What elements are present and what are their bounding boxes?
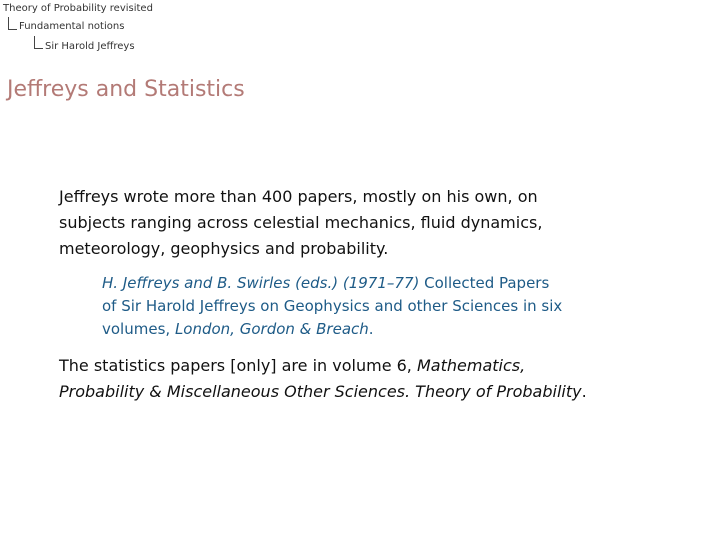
- intro-paragraph: [59, 184, 709, 262]
- statistics-line-normal: The statistics papers [only] are in volume 6,: [59, 356, 412, 375]
- statistics-paragraph: The statistics papers [only] are in volume 6, Mathematics, Probability & Miscellaneous Other Sciences. Theory of Probability.: [59, 356, 587, 401]
- theory-of-probability-title: Theory of Probability: [415, 382, 582, 401]
- reference-title-end: volumes,: [102, 320, 171, 338]
- reference-title-start: Collected Papers: [424, 274, 550, 292]
- intro-line: Jeffreys wrote more than 400 papers, mostly on his own, on: [59, 187, 538, 206]
- reference-title-middle: of Sir Harold Jeffreys on Geophysics and other Sciences in six: [102, 297, 563, 315]
- statistics-volume-title: Mathematics,: [416, 356, 526, 375]
- beamer-header: [0, 0, 728, 58]
- statistics-volume-title-continued: Probability & Miscellaneous Other Sciences.: [59, 382, 411, 401]
- reference-authors: H. Jeffreys and B. Swirles (eds.) (1971–77): [102, 274, 420, 292]
- frame-title: Jeffreys and Statistics: [7, 77, 245, 102]
- intro-line: subjects ranging across celestial mechanics, fluid dynamics,: [59, 213, 543, 232]
- breadcrumb-presentation[interactable]: Theory of Probability revisited: [3, 3, 153, 14]
- intro-line: meteorology, geophysics and probability.: [59, 239, 389, 258]
- breadcrumb-section[interactable]: Fundamental notions: [19, 21, 125, 32]
- tree-connector: [34, 36, 43, 49]
- tree-connector: [8, 17, 17, 30]
- breadcrumb-subsection[interactable]: Sir Harold Jeffreys: [45, 41, 135, 52]
- slide-content: [59, 184, 709, 405]
- reference-publisher: London, Gordon & Breach: [174, 320, 369, 338]
- reference-citation: H. Jeffreys and B. Swirles (eds.) (1971–77) Collected Papers of Sir Harold Jeffreys on Geophysics and other Sciences in six volumes, London, Gordon & Breach.: [102, 274, 563, 338]
